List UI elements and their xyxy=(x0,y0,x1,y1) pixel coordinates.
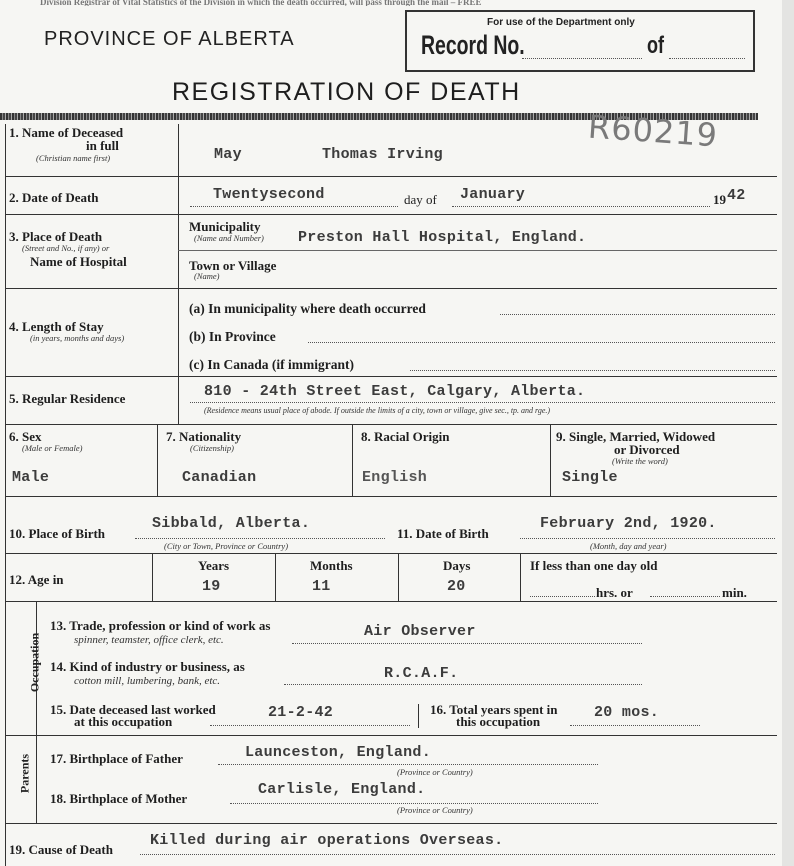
father-birthplace-value: Launceston, England. xyxy=(245,744,432,761)
date-of-death-label: 2. Date of Death xyxy=(9,190,99,205)
stay-municipality-label: (a) In municipality where death occurred xyxy=(189,301,426,316)
name-label-in-full: in full xyxy=(86,138,119,153)
nationality-hint: (Citizenship) xyxy=(190,443,234,453)
deceased-surname: Thomas Irving xyxy=(322,146,443,163)
months-label: Months xyxy=(310,558,353,573)
record-no-label: Record No. xyxy=(421,30,525,60)
total-years-label: 16. Total years spent in xyxy=(430,702,558,717)
name-label: 1. Name of Deceased xyxy=(9,125,124,140)
total-years-label-b: this occupation xyxy=(456,714,541,729)
mother-birthplace-value: Carlisle, England. xyxy=(258,781,426,798)
marital-status-value: Single xyxy=(562,469,618,486)
death-day: Twentysecond xyxy=(213,186,325,203)
residence-value: 810 - 24th Street East, Calgary, Alberta. xyxy=(204,383,586,400)
town-label: Town or Village xyxy=(189,258,277,273)
hours-label: hrs. or xyxy=(596,585,633,600)
last-worked-value: 21-2-42 xyxy=(268,704,334,721)
year-prefix: 19 xyxy=(713,192,726,207)
total-years-value: 20 mos. xyxy=(594,704,660,721)
scan-edge xyxy=(782,0,794,866)
date-of-birth-label: 11. Date of Birth xyxy=(397,526,489,541)
handwritten-record-number: R60219 xyxy=(586,107,720,155)
less-than-day-label: If less than one day old xyxy=(530,558,658,573)
father-birthplace-hint: (Province or Country) xyxy=(397,767,473,777)
age-years-value: 19 xyxy=(202,578,221,595)
place-of-death-label: 3. Place of Death xyxy=(9,229,103,244)
place-of-death-value: Preston Hall Hospital, England. xyxy=(298,229,587,246)
date-of-birth-value: February 2nd, 1920. xyxy=(540,515,717,532)
stay-canada-label: (c) In Canada (if immigrant) xyxy=(189,357,354,372)
industry-hint: cotton mill, lumbering, bank, etc. xyxy=(74,675,221,687)
name-hint: (Christian name first) xyxy=(36,153,111,163)
days-label: Days xyxy=(443,558,471,573)
marital-status-label: 9. Single, Married, Widowed xyxy=(556,429,716,444)
trade-value: Air Observer xyxy=(364,623,476,640)
place-of-birth-value: Sibbald, Alberta. xyxy=(152,515,311,532)
department-note: For use of the Department only xyxy=(487,17,635,28)
marital-status-hint: (Write the word) xyxy=(612,456,668,466)
deceased-given-name: May xyxy=(214,146,242,163)
industry-label: 14. Kind of industry or business, as xyxy=(50,659,245,674)
stay-province-label: (b) In Province xyxy=(189,329,276,344)
length-of-stay-label: 4. Length of Stay xyxy=(9,319,104,334)
age-months-value: 11 xyxy=(312,578,331,595)
date-of-birth-hint: (Month, day and year) xyxy=(590,541,667,551)
province-heading: PROVINCE OF ALBERTA xyxy=(44,28,295,50)
racial-origin-label: 8. Racial Origin xyxy=(361,429,450,444)
form-title: REGISTRATION OF DEATH xyxy=(172,78,521,106)
trade-hint: spinner, teamster, office clerk, etc. xyxy=(74,634,224,646)
age-label: 12. Age in xyxy=(9,572,64,587)
occupation-side-label: Occupation xyxy=(27,632,42,693)
parents-side-label: Parents xyxy=(17,753,32,794)
cause-of-death-value: Killed during air operations Overseas. xyxy=(150,832,504,849)
place-of-birth-label: 10. Place of Birth xyxy=(9,526,106,541)
residence-hint: (Residence means usual place of abode. If outside the limits of a city, town or village, give sec., tp. and rge.) xyxy=(204,406,551,415)
hospital-label: Name of Hospital xyxy=(30,254,127,269)
mother-birthplace-hint: (Province or Country) xyxy=(397,805,473,815)
father-birthplace-label: 17. Birthplace of Father xyxy=(50,751,183,766)
years-label: Years xyxy=(198,558,230,573)
age-days-value: 20 xyxy=(447,578,466,595)
death-year: 42 xyxy=(727,187,746,204)
sex-value: Male xyxy=(12,469,50,486)
place-of-birth-hint: (City or Town, Province or Country) xyxy=(164,541,289,551)
record-number-box xyxy=(405,10,755,72)
top-strip-text: Division Registrar of Vital Statistics of the Division in which the death occurred, will pass through the mail – FREE xyxy=(40,0,482,6)
racial-origin-value: English xyxy=(362,469,428,486)
nationality-value: Canadian xyxy=(182,469,257,486)
sex-label: 6. Sex xyxy=(9,429,42,444)
nationality-label: 7. Nationality xyxy=(166,429,242,444)
minutes-label: min. xyxy=(722,585,747,600)
sex-hint: (Male or Female) xyxy=(22,443,83,453)
marital-status-label-b: or Divorced xyxy=(614,442,680,457)
residence-label: 5. Regular Residence xyxy=(9,391,126,406)
cause-of-death-label: 19. Cause of Death xyxy=(9,842,113,857)
municipality-hint: (Name and Number) xyxy=(194,233,264,243)
industry-value: R.C.A.F. xyxy=(384,665,459,682)
municipality-label: Municipality xyxy=(189,219,261,234)
of-label: of xyxy=(647,32,664,59)
trade-label: 13. Trade, profession or kind of work as xyxy=(50,618,271,633)
mother-birthplace-label: 18. Birthplace of Mother xyxy=(50,791,188,806)
day-of-label: day of xyxy=(404,192,437,207)
town-hint: (Name) xyxy=(194,271,220,281)
length-of-stay-hint: (in years, months and days) xyxy=(30,333,125,343)
place-of-death-hint: (Street and No., if any) or xyxy=(22,243,110,253)
last-worked-label: 15. Date deceased last worked xyxy=(50,702,216,717)
last-worked-label-b: at this occupation xyxy=(74,714,173,729)
death-month: January xyxy=(460,186,526,203)
